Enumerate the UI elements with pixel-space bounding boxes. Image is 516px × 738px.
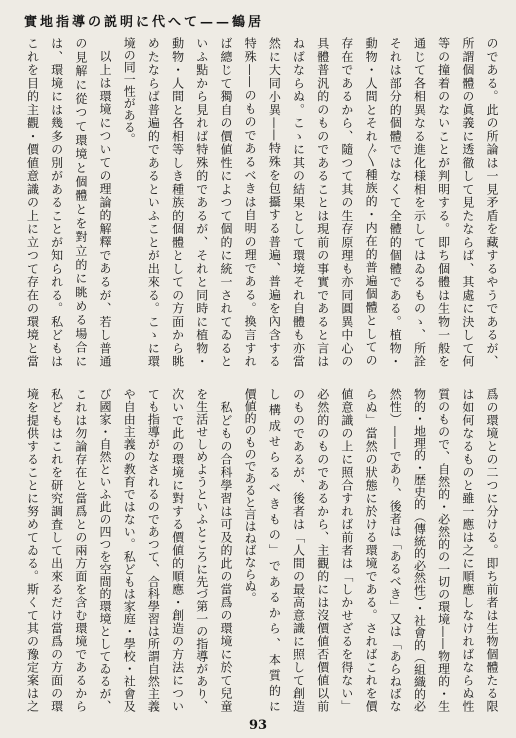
text-column: 値意識の上に照合すれば前者は「しかせざるを得ない」 bbox=[339, 388, 354, 712]
text-column: び國家・自然といふ此の四つを空間的環境としてゐるが、 bbox=[98, 388, 112, 712]
text-column: は、環境には幾多の別があることが知られる。私どもは bbox=[49, 37, 64, 367]
text-column-paragraph-end: 境の同一性がある。 bbox=[122, 37, 137, 145]
text-column: 動物・人間とそれ〴〵種族的・内在的普遍個體としての bbox=[364, 37, 379, 367]
text-column: いふ點から見れば特殊的であるが、それと同時に植物・ bbox=[194, 37, 209, 367]
text-column: ても指導がなされるのであつて、合科學習は所謂自然主義 bbox=[146, 388, 161, 712]
text-column-paragraph-start: 以上は環境についての理論的解釋であるが、若し普通 bbox=[98, 50, 112, 367]
text-column: 動物・人間と各相等しき種族的個體としての方面から眺 bbox=[170, 37, 185, 367]
text-column: 必然的のものであるから、主觀的には沒價値否價値以前 bbox=[315, 388, 330, 712]
text-column: を生活せしめようといふところに先づ第一の指導があり、 bbox=[194, 388, 209, 712]
text-column: 質のもので、自然的・必然的の一切の環境——物理的・生 bbox=[436, 388, 451, 712]
text-column-paragraph-end: 價値的のものであると言はねばならぬ。 bbox=[243, 388, 258, 604]
text-column: これを目的主觀・價値意識の上に立つて存在の環境と當 bbox=[25, 37, 40, 367]
text-column: 所謂個體の眞義に透徹して見たならば、其處に決して何 bbox=[460, 37, 475, 367]
lower-text-block bbox=[20, 388, 504, 712]
text-column: の見解に從つて環境と個體とを對立的に眺める場合に bbox=[73, 37, 88, 367]
text-column: 特殊——のものであるべきは自明の理である。換言すれ bbox=[243, 37, 258, 367]
upper-text-block bbox=[20, 37, 504, 367]
text-column: らぬ」當然の狀態に於ける環境である。さればこれを價 bbox=[364, 388, 379, 712]
text-column: 次いで此の環境に對する價値的順應・創造の方法につい bbox=[170, 388, 185, 712]
text-column: 等の撞着のないことが判明する。即ち個體は生物一般を bbox=[436, 37, 451, 367]
text-column: 爲の環境との二つに分ける。即ち前者は生物個體たる限 bbox=[485, 388, 499, 712]
text-column: ば總じて獨自の價値性によつて個的に統一されてゐると bbox=[218, 37, 233, 367]
text-column: 私どもはこれを研究調査して出來るだけ當爲の方面の環 bbox=[49, 388, 64, 712]
text-column: や自由主義の教育ではない。私どもは家庭・學校・社會及 bbox=[122, 388, 137, 712]
text-column-paragraph-start: 私どもの合科學習は可及的此の當爲の環境に於て兒童 bbox=[218, 401, 233, 712]
text-column: ねばならぬ。こゝに其の結果として環境それ自體も亦當 bbox=[291, 37, 306, 367]
text-column: 然に大同小異——特殊を包攝する普遍、普遍を內含する bbox=[267, 37, 282, 367]
text-column: 物的・地理的・歴史的（傳統的必然性）・社會的（組織的必 bbox=[412, 388, 427, 712]
text-column: 境を提供することに努めてゐる。斯くて其の豫定案は之 bbox=[25, 388, 40, 712]
text-column: 然性）——であり、後者は「あるべき」又は「あらねばな bbox=[388, 388, 403, 712]
text-column: それは部分的個體ではなくて全體的個體である。植物・ bbox=[388, 37, 403, 367]
text-column: のものであるが、後者は「人間の最高意識に照して創造 bbox=[291, 388, 306, 712]
text-column: のである。此の所論は一見矛盾を藏するやうであるが、 bbox=[485, 37, 499, 367]
text-column: は如何なるものと雖一應は之に順應しなければならぬ性 bbox=[460, 388, 475, 712]
running-header: 實地指導の説明に代へて——鶴居 bbox=[24, 15, 265, 30]
text-column: 具體普汎的のものであることは現前の事實であると言は bbox=[315, 37, 330, 367]
text-column: し構成せらるべきもの」であるから、本質的に bbox=[267, 388, 282, 712]
text-column: 存在であるから、隨つて其の生存原理も亦同圓異中心の bbox=[339, 37, 354, 367]
page-number: 93 bbox=[248, 718, 268, 733]
text-column: 通じて各相異なる進化様相を示してはゐるものゝ、所詮 bbox=[412, 37, 427, 367]
text-column: めたならば普遍的であるといふことが出來る。こゝに環 bbox=[146, 37, 161, 367]
text-column: これは勿論存在と當爲との兩方面を含む環境であるから bbox=[73, 388, 88, 712]
